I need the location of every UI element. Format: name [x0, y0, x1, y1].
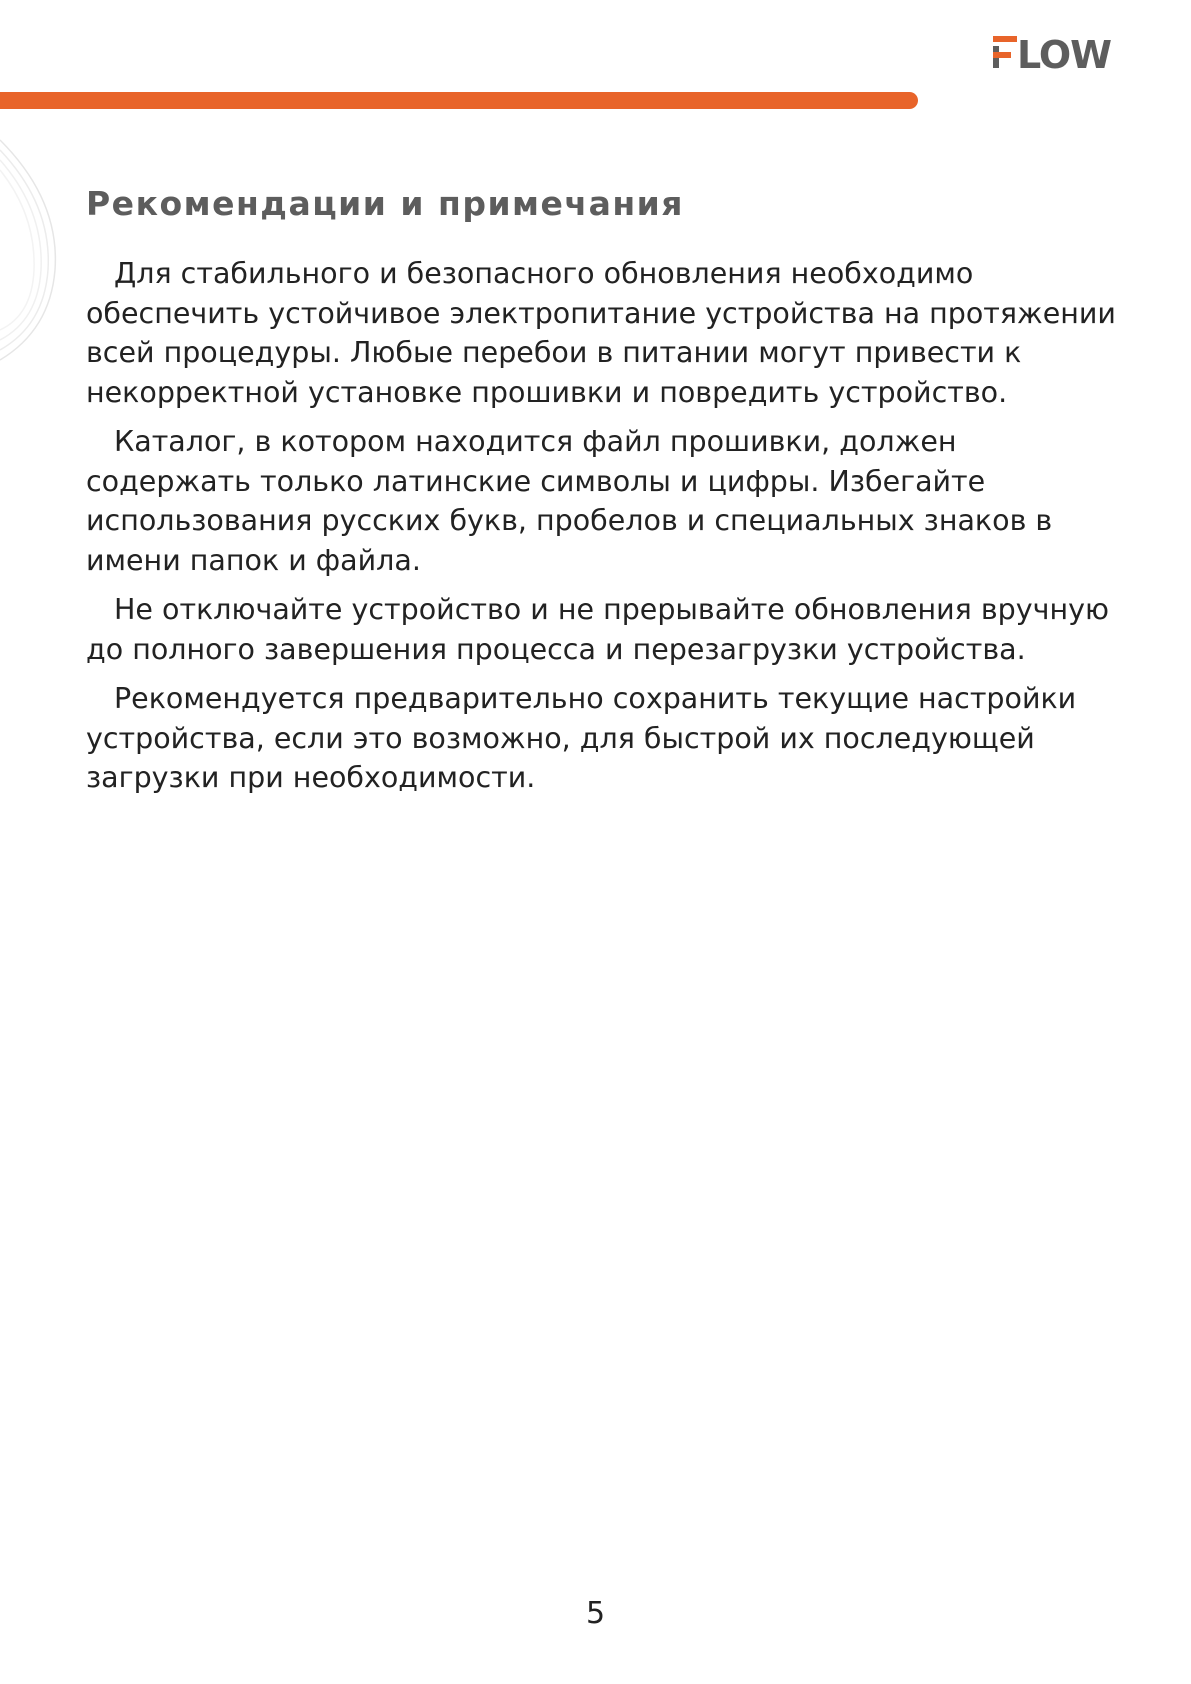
- decorative-swirl: [0, 130, 70, 370]
- page-number: 5: [585, 1596, 606, 1631]
- header-accent-bar: [0, 92, 918, 109]
- flow-logo: [991, 30, 1137, 74]
- paragraph-directory-naming: Каталог, в котором находится файл прошивки, должен содержать только латинские символы и цифры. Избегайте использования русских букв, пробелов и специальных знаков в имени папок и файла.: [86, 425, 1053, 577]
- paragraph-power-supply: Для стабильного и безопасного обновления необходимо обеспечить устойчивое электропитание устройства на протяжении всей процедуры. Любые перебои в питании могут привести к некорректной установке прошивки и повредить устройство.: [86, 257, 1116, 409]
- svg-text:LOW: LOW: [1017, 33, 1112, 74]
- paragraph-save-settings: Рекомендуется предварительно сохранить текущие настройки устройства, если это возможно, для быстрой их последующей загрузки при необходимости.: [86, 682, 1077, 794]
- section-title: Рекомендации и примечания: [86, 184, 684, 223]
- main-content: [86, 180, 1116, 808]
- paragraph-do-not-interrupt: Не отключайте устройство и не прерывайте обновления вручную до полного завершения процесса и перезагрузки устройства.: [86, 593, 1109, 666]
